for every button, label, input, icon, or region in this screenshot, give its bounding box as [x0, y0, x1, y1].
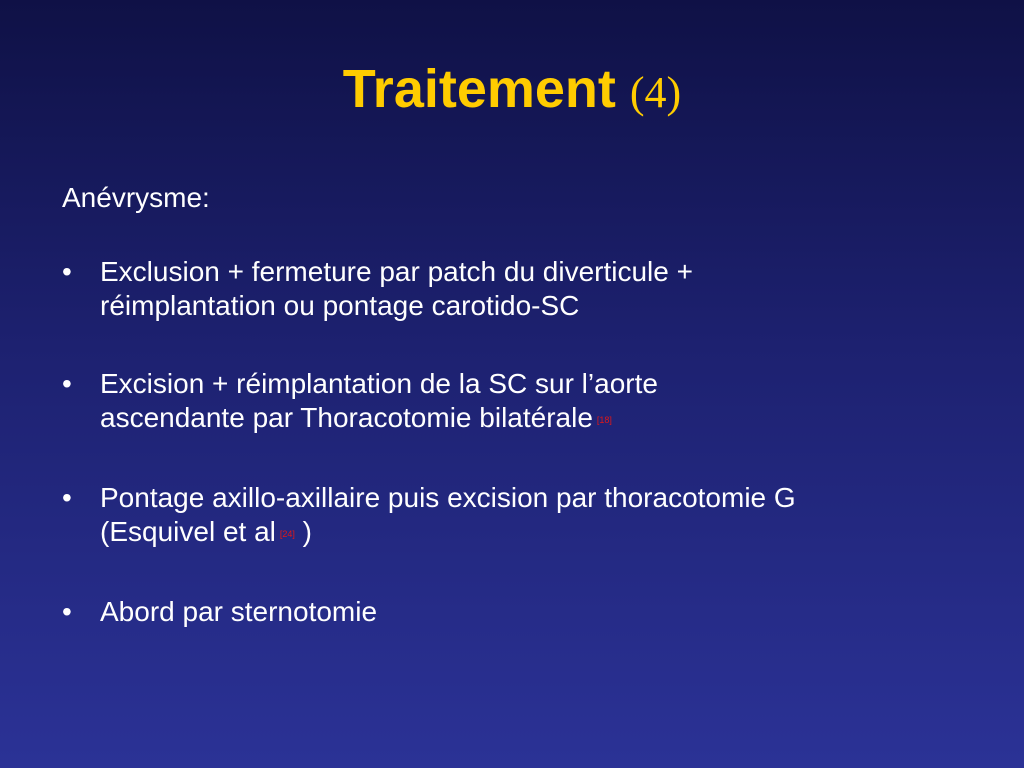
bullet-line: Excision + réimplantation de la SC sur l’aorte: [100, 368, 658, 399]
slide-title-text: Traitement: [342, 59, 616, 119]
bullet-marker: •: [62, 596, 72, 627]
bullet-marker: •: [62, 256, 72, 287]
bullet-item: [62, 595, 992, 629]
bullet-line: Exclusion + fermeture par patch du diverticule +: [100, 256, 693, 287]
citation-reference: [18]: [596, 415, 612, 425]
bullet-item: [62, 255, 992, 323]
bullet-line: réimplantation ou pontage carotido-SC: [100, 290, 580, 321]
citation-reference: [24]: [279, 529, 295, 539]
bullet-line: ascendante par Thoracotomie bilatérale: [100, 402, 593, 433]
bullet-item: [62, 481, 992, 551]
bullet-marker: •: [62, 482, 72, 513]
bullet-line: (Esquivel et al: [100, 516, 276, 547]
bullet-line: Pontage axillo-axillaire puis excision par thoracotomie G: [100, 482, 796, 513]
section-heading: Anévrysme:: [62, 182, 210, 213]
bullet-item: [62, 367, 992, 437]
slide-title: [0, 59, 1024, 119]
bullet-marker: •: [62, 368, 72, 399]
slide-title-number: (4): [629, 68, 682, 117]
bullet-list: [62, 255, 992, 629]
bullet-line-end: ): [302, 516, 312, 547]
bullet-line: Abord par sternotomie: [100, 596, 378, 627]
